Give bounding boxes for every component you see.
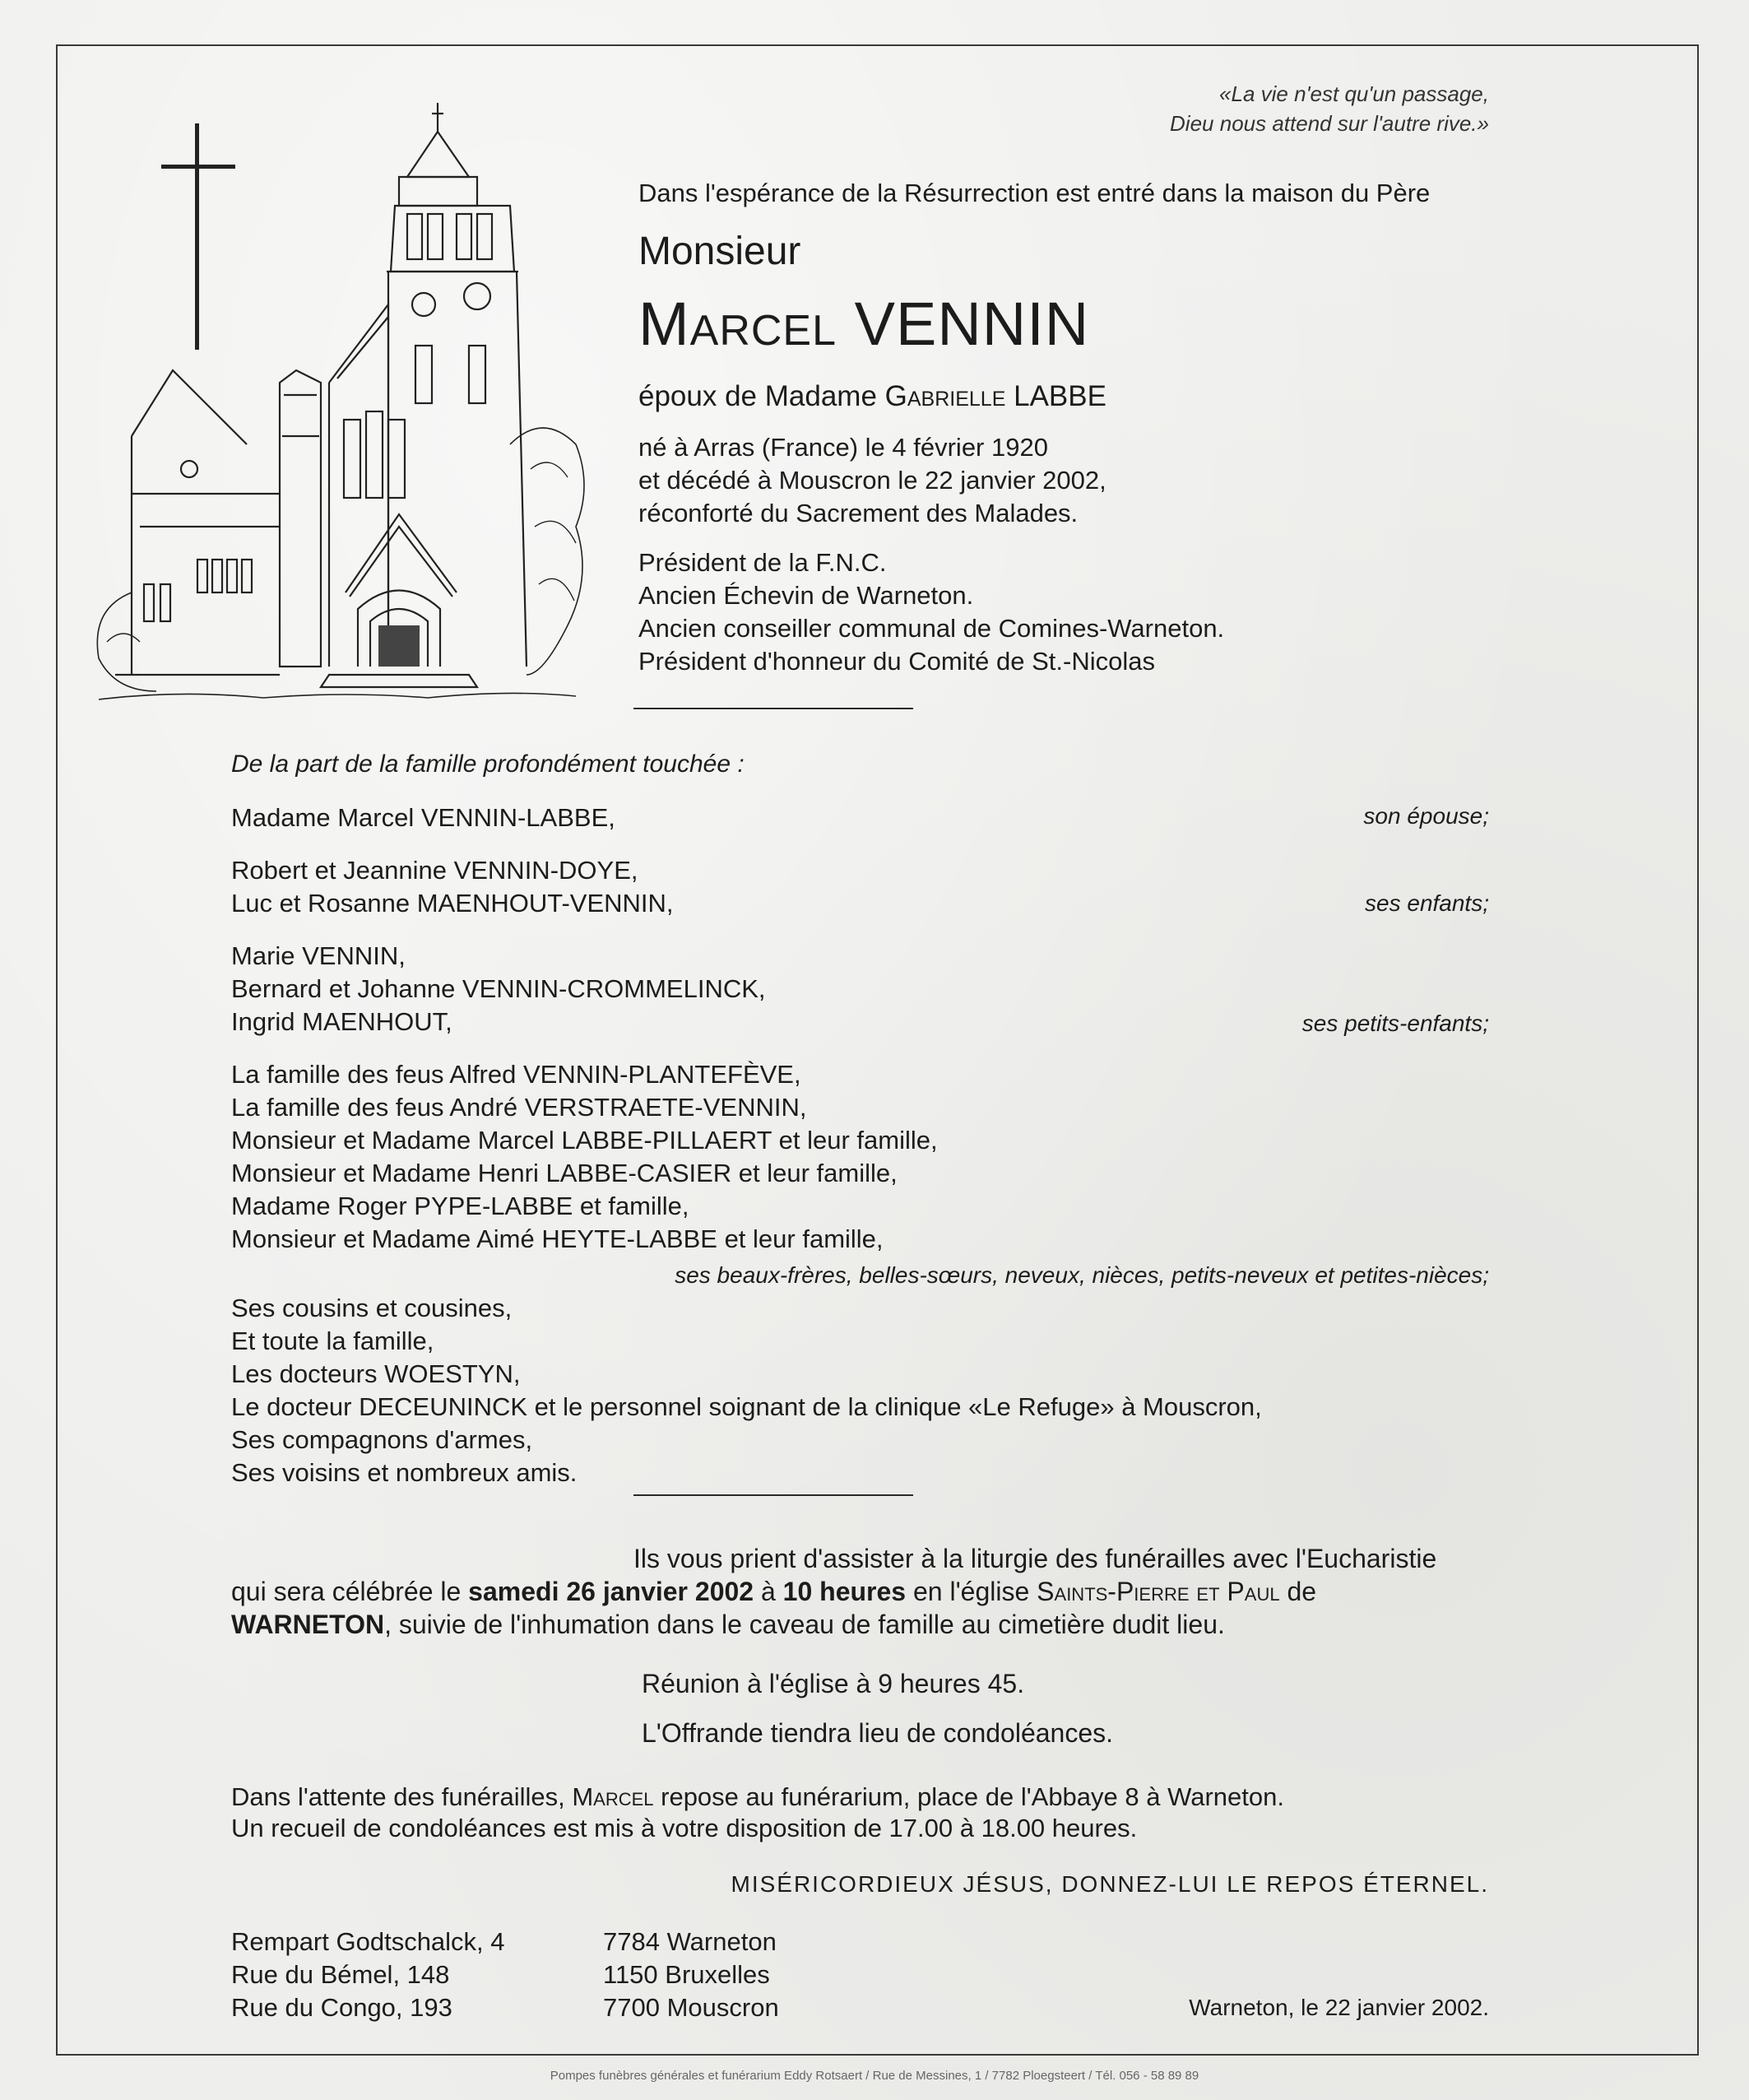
funeral-invitation: Ils vous prient d'assister à la liturgie des funérailles avec l'Eucharistie — [633, 1544, 1437, 1573]
spouse-prefix: époux de Madame — [638, 380, 877, 412]
funeral-time: 10 heures — [782, 1577, 907, 1606]
quote-line-1: «La vie n'est qu'un passage, — [1219, 81, 1489, 106]
text-fragment: à — [754, 1577, 783, 1606]
family-member: Et toute la famille, — [231, 1326, 434, 1355]
family-member: Marie VENNIN, — [231, 941, 406, 970]
intro-line: Dans l'espérance de la Résurrection est entré dans la maison du Père — [638, 179, 1431, 207]
text-fragment: en l'église — [906, 1577, 1037, 1606]
family-member: Monsieur et Madame Aimé HEYTE-LABBE et leur famille, — [231, 1224, 884, 1253]
family-member: Les docteurs WOESTYN, — [231, 1359, 521, 1388]
funerarium-line — [231, 1781, 1284, 1814]
footer-credits: Pompes funèbres générales et funérarium Eddy Rotsaert / Rue de Messines, 1 / 7782 Ploegsteert / Tél. 056 - 58 89 89 — [550, 2069, 1199, 2083]
family-children — [231, 854, 674, 920]
church-illustration — [82, 99, 592, 708]
address-street: Rue du Bémel, 148 — [231, 1960, 450, 1989]
family-member: La famille des feus André VERSTRAETE-VENNIN, — [231, 1093, 807, 1122]
family-member: Ses cousins et cousines, — [231, 1294, 513, 1322]
family-heading: De la part de la famille profondément touchée : — [231, 750, 745, 778]
funeral-date-line — [231, 1575, 1316, 1608]
divider-rule — [633, 708, 913, 709]
role-children: ses enfants; — [1365, 890, 1489, 916]
titles-block — [638, 546, 1224, 678]
deceased-last-name: VENNIN — [854, 290, 1090, 358]
quote-line-2: Dieu nous attend sur l'autre rive.» — [1170, 111, 1489, 136]
family-member: Monsieur et Madame Henri LABBE-CASIER et leur famille, — [231, 1159, 898, 1187]
spouse-first-name: Gabrielle — [884, 380, 1006, 412]
address-street: Rue du Congo, 193 — [231, 1993, 452, 2022]
family-spouse: Madame Marcel VENNIN-LABBE, — [231, 803, 615, 832]
role-in-laws: ses beaux-frères, belles-sœurs, neveux, nièces, petits-neveux et petites-nièces; — [675, 1262, 1489, 1288]
text-fragment: qui sera célébrée le — [231, 1577, 469, 1606]
address-city: 1150 Bruxelles — [603, 1960, 770, 1989]
family-member: Le docteur DECEUNINCK et le personnel soignant de la clinique «Le Refuge» à Mouscron, — [231, 1392, 1262, 1421]
register-line: Un recueil de condoléances est mis à votre disposition de 17.00 à 18.00 heures. — [231, 1814, 1138, 1842]
funeral-date: samedi 26 janvier 2002 — [468, 1577, 754, 1606]
meeting-line: Réunion à l'église à 9 heures 45. — [642, 1669, 1025, 1698]
spouse-line — [638, 380, 1106, 413]
role-grandchildren: ses petits-enfants; — [1301, 1011, 1489, 1036]
family-member: Monsieur et Madame Marcel LABBE-PILLAERT et leur famille, — [231, 1126, 938, 1155]
spouse-surname: LABBE — [1014, 380, 1106, 412]
family-member: Bernard et Johanne VENNIN-CROMMELINCK, — [231, 974, 766, 1003]
text-fragment: de — [1279, 1577, 1317, 1606]
addresses-streets — [231, 1926, 505, 2024]
deceased-name — [638, 290, 1089, 359]
text-fragment: repose au funérarium, place de l'Abbaye 8 à Warneton. — [653, 1782, 1284, 1811]
family-member: Ses voisins et nombreux amis. — [231, 1458, 578, 1487]
title-line: Ancien conseiller communal de Comines-Warneton. — [638, 614, 1225, 643]
funeral-place-line — [231, 1608, 1225, 1641]
family-in-laws — [231, 1058, 938, 1256]
birth-line: né à Arras (France) le 4 février 1920 — [638, 433, 1048, 462]
family-others — [231, 1292, 1262, 1489]
prayer-line: MISÉRICORDIEUX JÉSUS, DONNEZ-LUI LE REPOS ÉTERNEL. — [731, 1871, 1489, 1897]
title-line: Président de la F.N.C. — [638, 548, 887, 577]
family-member: Luc et Rosanne MAENHOUT-VENNIN, — [231, 889, 674, 918]
funeral-town: WARNETON — [231, 1610, 385, 1639]
title-line: Président d'honneur du Comité de St.-Nicolas — [638, 647, 1155, 676]
family-grandchildren — [231, 940, 766, 1038]
family-member: Ingrid MAENHOUT, — [231, 1007, 452, 1036]
family-member: Madame Roger PYPE-LABBE et famille, — [231, 1192, 689, 1220]
epigraph-quote — [1170, 79, 1489, 138]
family-member: La famille des feus Alfred VENNIN-PLANTEFÈVE, — [231, 1060, 801, 1089]
address-city: 7700 Mouscron — [603, 1993, 779, 2022]
sacrament-line: réconforté du Sacrement des Malades. — [638, 499, 1079, 527]
death-line: et décédé à Mouscron le 22 janvier 2002, — [638, 466, 1106, 495]
birth-death-block — [638, 431, 1106, 530]
text-fragment: Dans l'attente des funérailles, — [231, 1782, 573, 1811]
church-name: Saints-Pierre et Paul — [1037, 1577, 1280, 1606]
family-member: Ses compagnons d'armes, — [231, 1425, 533, 1454]
offering-line: L'Offrande tiendra lieu de condoléances. — [642, 1718, 1114, 1748]
deceased-first-name-ref: Marcel — [572, 1782, 654, 1811]
address-street: Rempart Godtschalck, 4 — [231, 1927, 505, 1956]
place-date: Warneton, le 22 janvier 2002. — [1189, 1995, 1489, 2020]
title-line: Ancien Échevin de Warneton. — [638, 581, 974, 610]
honorific: Monsieur — [638, 230, 801, 273]
address-city: 7784 Warneton — [603, 1927, 777, 1956]
text-fragment: , suivie de l'inhumation dans le caveau de famille au cimetière dudit lieu. — [384, 1610, 1225, 1639]
family-member: Robert et Jeannine VENNIN-DOYE, — [231, 856, 638, 885]
addresses-cities — [603, 1926, 779, 2024]
role-spouse: son épouse; — [1363, 803, 1489, 829]
divider-rule — [633, 1494, 913, 1496]
deceased-first-name: Marcel — [638, 290, 837, 358]
